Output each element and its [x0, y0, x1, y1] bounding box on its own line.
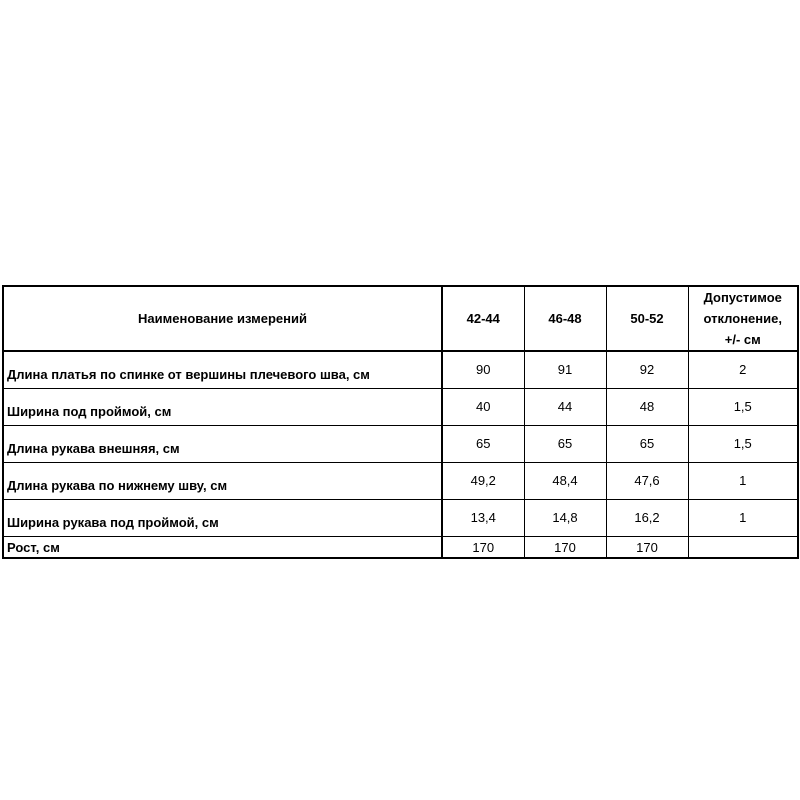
- header-deviation-line-3: +/- см: [724, 332, 761, 347]
- cell-deviation: 1: [688, 500, 798, 537]
- header-deviation-line-2: отклонение,: [703, 311, 782, 326]
- row-name: Ширина под проймой, см: [3, 389, 442, 426]
- row-name: Ширина рукава под проймой, см: [3, 500, 442, 537]
- cell-value: 65: [442, 426, 524, 463]
- cell-value: 90: [442, 351, 524, 389]
- header-deviation-line-1: Допустимое: [703, 290, 782, 305]
- cell-value: 92: [606, 351, 688, 389]
- table-row: [3, 463, 798, 500]
- cell-value: 170: [606, 537, 688, 559]
- table-row: [3, 500, 798, 537]
- cell-value: 170: [524, 537, 606, 559]
- header-measurement-name: Наименование измерений: [3, 286, 442, 351]
- table-row: [3, 426, 798, 463]
- cell-value: 44: [524, 389, 606, 426]
- header-deviation: [688, 286, 798, 351]
- header-size-50-52: 50-52: [606, 286, 688, 351]
- cell-value: 48: [606, 389, 688, 426]
- cell-deviation: 1,5: [688, 389, 798, 426]
- header-size-42-44: 42-44: [442, 286, 524, 351]
- cell-value: 40: [442, 389, 524, 426]
- cell-value: 170: [442, 537, 524, 559]
- table-row: [3, 389, 798, 426]
- cell-deviation: 1,5: [688, 426, 798, 463]
- cell-value: 47,6: [606, 463, 688, 500]
- cell-deviation: 2: [688, 351, 798, 389]
- row-name: Рост, см: [3, 537, 442, 559]
- row-name: Длина рукава по нижнему шву, см: [3, 463, 442, 500]
- table-row: [3, 537, 798, 559]
- cell-value: 91: [524, 351, 606, 389]
- cell-value: 13,4: [442, 500, 524, 537]
- cell-value: 49,2: [442, 463, 524, 500]
- cell-value: 65: [524, 426, 606, 463]
- cell-value: 65: [606, 426, 688, 463]
- table-row: [3, 351, 798, 389]
- header-size-46-48: 46-48: [524, 286, 606, 351]
- cell-value: 48,4: [524, 463, 606, 500]
- row-name: Длина платья по спинке от вершины плечевого шва, см: [3, 351, 442, 389]
- size-chart-table: [2, 285, 799, 559]
- cell-value: 16,2: [606, 500, 688, 537]
- cell-value: 14,8: [524, 500, 606, 537]
- header-row: [3, 286, 798, 351]
- row-name: Длина рукава внешняя, см: [3, 426, 442, 463]
- cell-deviation: 1: [688, 463, 798, 500]
- cell-deviation: [688, 537, 798, 559]
